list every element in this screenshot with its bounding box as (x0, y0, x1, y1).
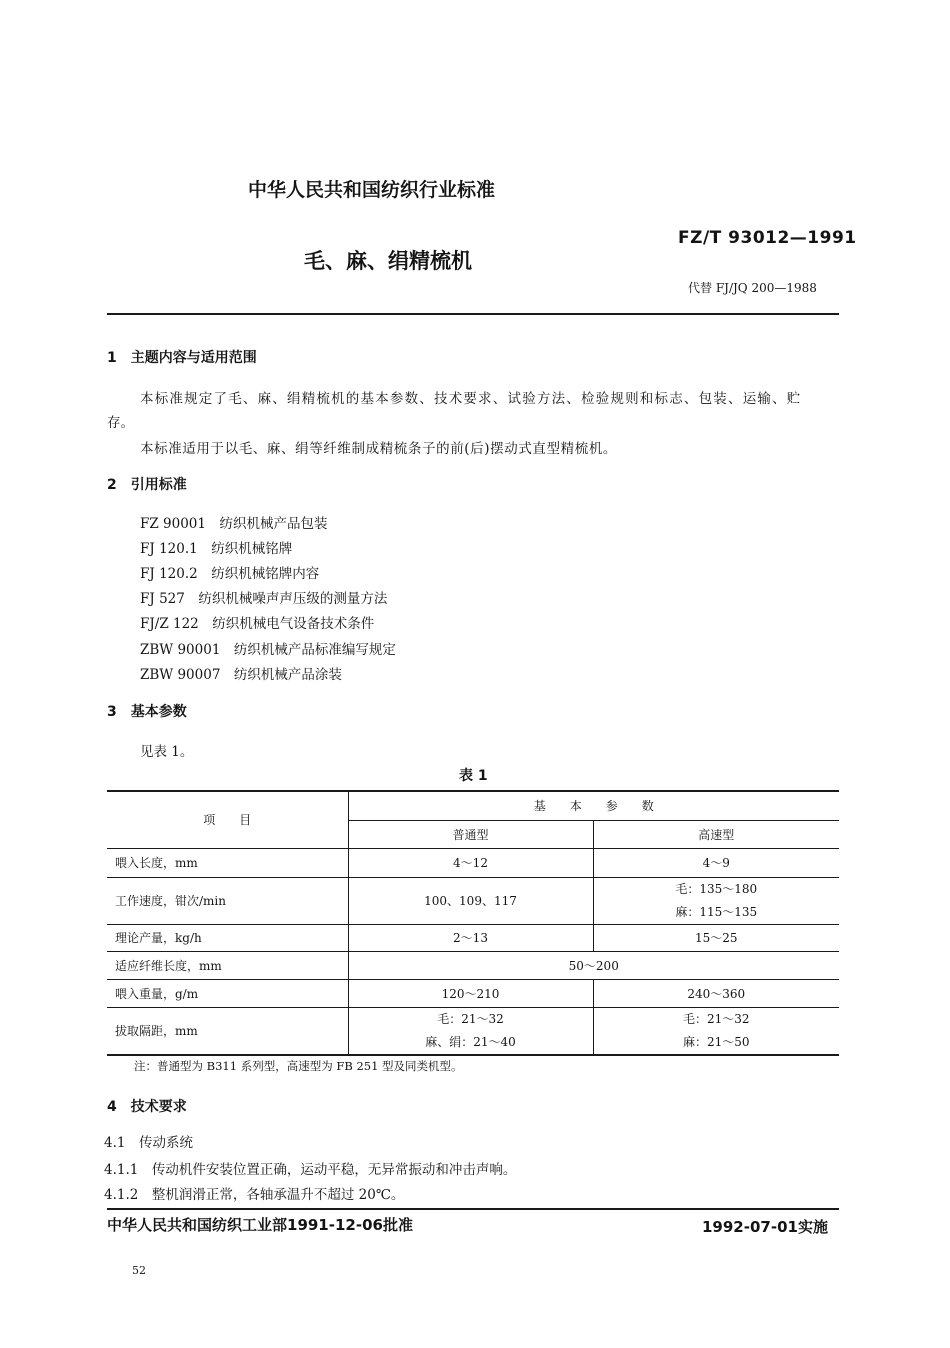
cell-line: 麻：21～50 (682, 1034, 750, 1049)
cell-line: 毛：135～180 (675, 881, 758, 896)
table-header-row (107, 791, 839, 820)
cell-normal: 120～210 (348, 979, 593, 1007)
column-header-high-speed: 高速型 (593, 820, 839, 848)
cell-line: 麻、绢：21～40 (425, 1034, 516, 1049)
table-caption: 表 1 (459, 768, 488, 784)
subsection-4-1: 4.1 传动系统 (104, 1135, 193, 1151)
section-4-heading: 4 技术要求 (107, 1099, 187, 1115)
cell-normal: 2～13 (348, 924, 593, 951)
reference-item: FZ 90001 纺织机械产品包装 (140, 516, 328, 532)
column-header-parameters: 基 本 参 数 (348, 791, 839, 820)
row-label: 工作速度，钳次/min (107, 877, 348, 924)
row-label: 喂入长度，mm (107, 848, 348, 877)
clause-4-1-2: 4.1.2 整机润滑正常，各轴承温升不超过 20℃。 (104, 1187, 405, 1203)
column-header-normal: 普通型 (348, 820, 593, 848)
table-row (107, 924, 839, 951)
section-1-heading: 1 主题内容与适用范围 (107, 350, 257, 366)
cell-line: 毛：21～32 (682, 1011, 750, 1026)
section-1-paragraph-2: 本标准适用于以毛、麻、绢等纤维制成精梳条子的前(后)摆动式直型精梳机。 (140, 441, 618, 457)
cell-high-speed (593, 1007, 839, 1055)
table-row (107, 877, 839, 924)
effective-date: 1992-07-01实施 (702, 1218, 828, 1236)
document-title: 毛、麻、绢精梳机 (304, 249, 472, 273)
cell-high-speed: 15～25 (593, 924, 839, 951)
reference-item: ZBW 90001 纺织机械产品标准编写规定 (140, 642, 396, 658)
cell-line: 毛：21～32 (437, 1011, 504, 1026)
parameters-table (107, 790, 839, 1056)
section-1-paragraph-line-2: 存。 (107, 415, 134, 431)
clause-4-1-1: 4.1.1 传动机件安装位置正确，运动平稳，无异常振动和冲击声响。 (104, 1162, 517, 1178)
cell-line: 麻：115～135 (675, 904, 758, 919)
cell-normal (348, 1007, 593, 1055)
standard-code: FZ/T 93012—1991 (678, 228, 857, 248)
reference-item: FJ 527 纺织机械噪声声压级的测量方法 (140, 591, 388, 607)
table-note: 注：普通型为 B311 系列型，高速型为 FB 251 型及同类机型。 (134, 1059, 463, 1073)
footer-rule (107, 1208, 839, 1210)
table-row (107, 951, 839, 979)
cell-high-speed: 4～9 (593, 848, 839, 877)
header-rule (107, 313, 839, 315)
row-label: 理论产量，kg/h (107, 924, 348, 951)
section-3-heading: 3 基本参数 (107, 704, 187, 720)
column-header-item: 项 目 (107, 791, 348, 848)
reference-item: FJ 120.1 纺织机械铭牌 (140, 541, 293, 557)
row-label: 拔取隔距，mm (107, 1007, 348, 1055)
cell-high-speed (593, 877, 839, 924)
table-row (107, 979, 839, 1007)
section-2-heading: 2 引用标准 (107, 477, 187, 493)
cell-high-speed: 240～360 (593, 979, 839, 1007)
cell-merged-value: 50～200 (348, 951, 839, 979)
table-row (107, 1007, 839, 1055)
row-label: 适应纤维长度，mm (107, 951, 348, 979)
page-number: 52 (132, 1264, 146, 1277)
issuing-standard-title: 中华人民共和国纺织行业标准 (248, 179, 496, 201)
section-1-paragraph-line-1: 本标准规定了毛、麻、绢精梳机的基本参数、技术要求、试验方法、检验规则和标志、包装、运输、贮 (140, 391, 802, 407)
section-3-text: 见表 1。 (140, 744, 194, 760)
reference-item: FJ 120.2 纺织机械铭牌内容 (140, 566, 320, 582)
reference-item: ZBW 90007 纺织机械产品涂装 (140, 667, 342, 683)
cell-normal: 100、109、117 (348, 877, 593, 924)
table-row (107, 848, 839, 877)
approval-statement: 中华人民共和国纺织工业部1991-12-06批准 (107, 1216, 413, 1234)
replaces-standard: 代替 FJ/JQ 200—1988 (688, 281, 817, 295)
row-label: 喂入重量，g/m (107, 979, 348, 1007)
reference-item: FJ/Z 122 纺织机械电气设备技术条件 (140, 616, 375, 632)
cell-normal: 4～12 (348, 848, 593, 877)
